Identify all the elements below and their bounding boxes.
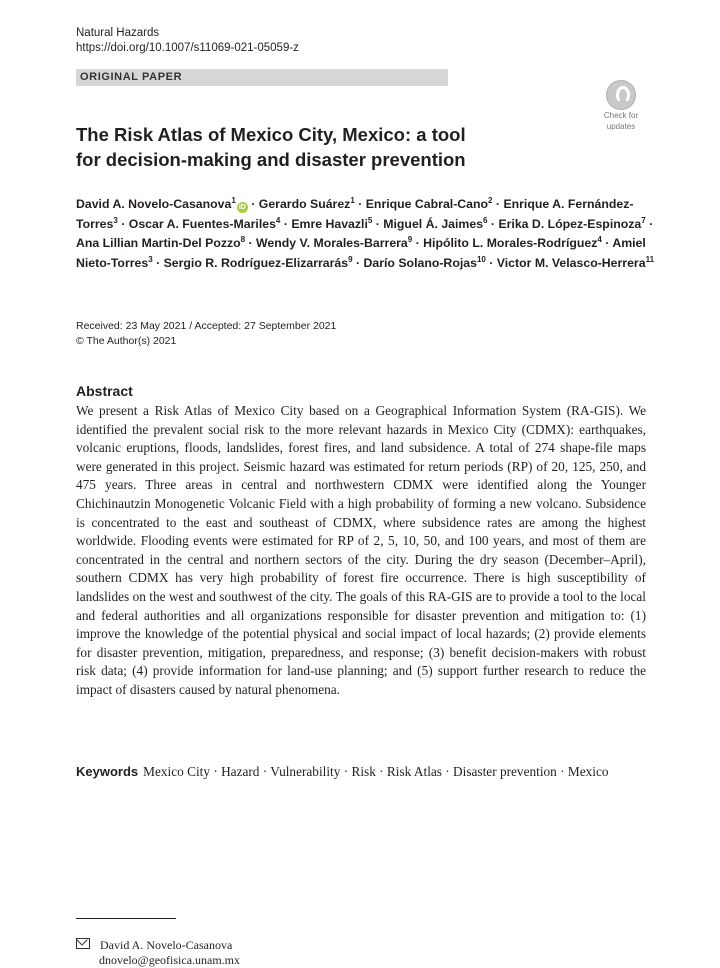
author-name[interactable]: Enrique Cabral-Cano [365,197,489,211]
keywords-list: Mexico City · Hazard · Vulnerability · Risk · Risk Atlas · Disaster prevention · Mexico [143,764,609,779]
author-name[interactable]: Miguel Á. Jaimes [383,216,484,231]
author-name[interactable]: Oscar A. Fuentes-Mariles [128,216,276,231]
author-list: David A. Novelo-Casanova$^1$iD · Gerardo Suárez$^1$ · Enrique Cabral-Cano$^2$ · Enrique A. Fernández-Torres$^3$ · Oscar A. Fuentes-Mariles$^4$ · Emre Havazli$^5$ · Miguel Á. Jaimes$^6$ · Erika D. López-Espinoza$^7$ · Ana Lillian Martin-Del Pozzo$^8$ · Wendy V. Morales-Barrera$^9$ · Hipólito L. Morales-Rodríguez$^4$ · Amiel Nieto-Torres$^3$ · Sergio R. Rodríguez-Elizarrarás$^9$ · Darío Solano-Rojas$^{10}$ · Victor M. Velasco-Herrera$^{11}$ [76,196,655,270]
author-affiliation: 11 [645,254,655,264]
author-entry [259,197,355,211]
author-name[interactable]: Emre Havazli [291,216,368,231]
author-entry [383,217,487,231]
journal-doi-link[interactable]: https://doi.org/10.1007/s11069-021-05059-z [76,42,299,54]
paper-title [76,122,516,172]
author-affiliation: 7 [641,215,646,225]
author-name[interactable]: Enrique A. Fernández-Torres [76,197,634,231]
author-entry [164,256,353,270]
author-affiliation: 4 [597,235,602,245]
orcid-icon[interactable]: iD [238,204,246,211]
correspondence-author [76,938,232,953]
keywords-label: Keywords [76,764,139,779]
author-name[interactable]: Sergio R. Rodríguez-Elizarrarás [163,255,349,270]
author-entry [497,256,654,270]
received-accepted-dates: Received: 23 May 2021 / Accepted: 27 September 2021 [76,320,337,332]
journal-header [76,26,299,56]
check-for-updates-badge[interactable] [598,80,644,131]
abstract-heading: Abstract [76,383,133,399]
author-name[interactable]: Wendy V. Morales-Barrera [256,236,408,251]
keywords-section [76,763,646,782]
author-entry [366,197,493,211]
envelope-icon [76,938,90,949]
author-affiliation: 10 [476,254,486,264]
author-affiliation: 9 [407,235,413,245]
author-name[interactable]: Erika D. López-Espinoza [498,216,642,231]
correspondence-name: David A. Novelo-Casanova [100,938,233,952]
author-name[interactable]: Victor M. Velasco-Herrera [496,255,646,270]
check-updates-line1: Check for [603,111,639,120]
journal-name: Natural Hazards [76,27,160,39]
paper-title-line2: for decision-making and disaster prevention [76,149,466,170]
copyright-notice: © The Author(s) 2021 [76,335,177,347]
author-affiliation: 4 [275,215,281,225]
author-affiliation: 2 [488,196,493,205]
author-affiliation: 6 [483,215,488,225]
author-name[interactable]: Ana Lillian Martin-Del Pozzo [76,236,241,251]
author-affiliation: 8 [240,235,246,245]
check-updates-line2: updates [606,121,636,131]
correspondence-email[interactable]: dnovelo@geofisica.unam.mx [99,953,241,967]
paper-type-label: ORIGINAL PAPER [80,71,183,83]
author-entry [129,217,281,231]
check-updates-icon [606,80,636,110]
author-entry [498,217,645,231]
paper-title-line1: The Risk Atlas of Mexico City, Mexico: a tool [76,124,466,145]
publication-dates [76,319,336,349]
author-affiliation: 1 [350,196,355,205]
author-entry [76,197,248,211]
author-affiliation: 5 [367,215,373,225]
author-entry [291,217,372,231]
author-affiliation: 3 [148,254,153,264]
author-name[interactable]: David A. Novelo-Casanova [76,197,232,211]
author-name[interactable]: Gerardo Suárez [258,197,351,211]
author-name[interactable]: Amiel Nieto-Torres [76,236,646,270]
author-entry [423,236,602,250]
author-entry [364,256,486,270]
abstract-text: We present a Risk Atlas of Mexico City based on a Geographical Information System (RA-GIS). We identified the prevalent social risk to the more relevant hazards in Mexico City (CDMX): earthquakes, volcanic eruptions, floods, landslides, forest fires, and land subsidence. A total of 274 shape-file maps were generated in this project. Seismic hazard was estimated for return periods (RP) of 20, 125, 250, and 475 years. Three areas in central and northwestern CDMX were identified along the Younger Chichinautzin Monogenetic Volcanic Field with a high probability of forming a new volcano. Subsidence is concentrated to the east and southeast of CDMX, where subsidence rates are among the highest worldwide. Flooding events were estimated for RP of 2, 5, 10, 50, and 100 years, and most of them are concentrated in the central and northern sectors of the city. During the dry season (December–April), southern CDMX has very high probability of forest fire occurrence. There is high susceptibility of landslides on the west and southwest of the city. The goals of this RA-GIS are to provide a tool to the local and federal authorities and all organizations responsible for disaster prevention and mitigation to: (1) improve the knowledge of the potential physical and social impact of local hazards; (2) provide elements for disaster prevention, mitigation, preparedness, and response; (3) benefit decision-makers with robust risk data; (4) provide information for land-use planning; and (5) support further research to reduce the impact of disasters caused by natural phenomena. [76,403,646,697]
author-entry [76,236,245,250]
author-name[interactable]: Darío Solano-Rojas [363,255,477,270]
paper-type-banner [76,69,448,86]
author-affiliation: 3 [113,215,118,225]
author-affiliation: 9 [348,254,353,264]
author-entry [256,236,412,250]
author-affiliation: 1 [231,196,236,205]
footnote-divider [76,918,176,919]
author-name[interactable]: Hipólito L. Morales-Rodríguez [423,236,598,251]
